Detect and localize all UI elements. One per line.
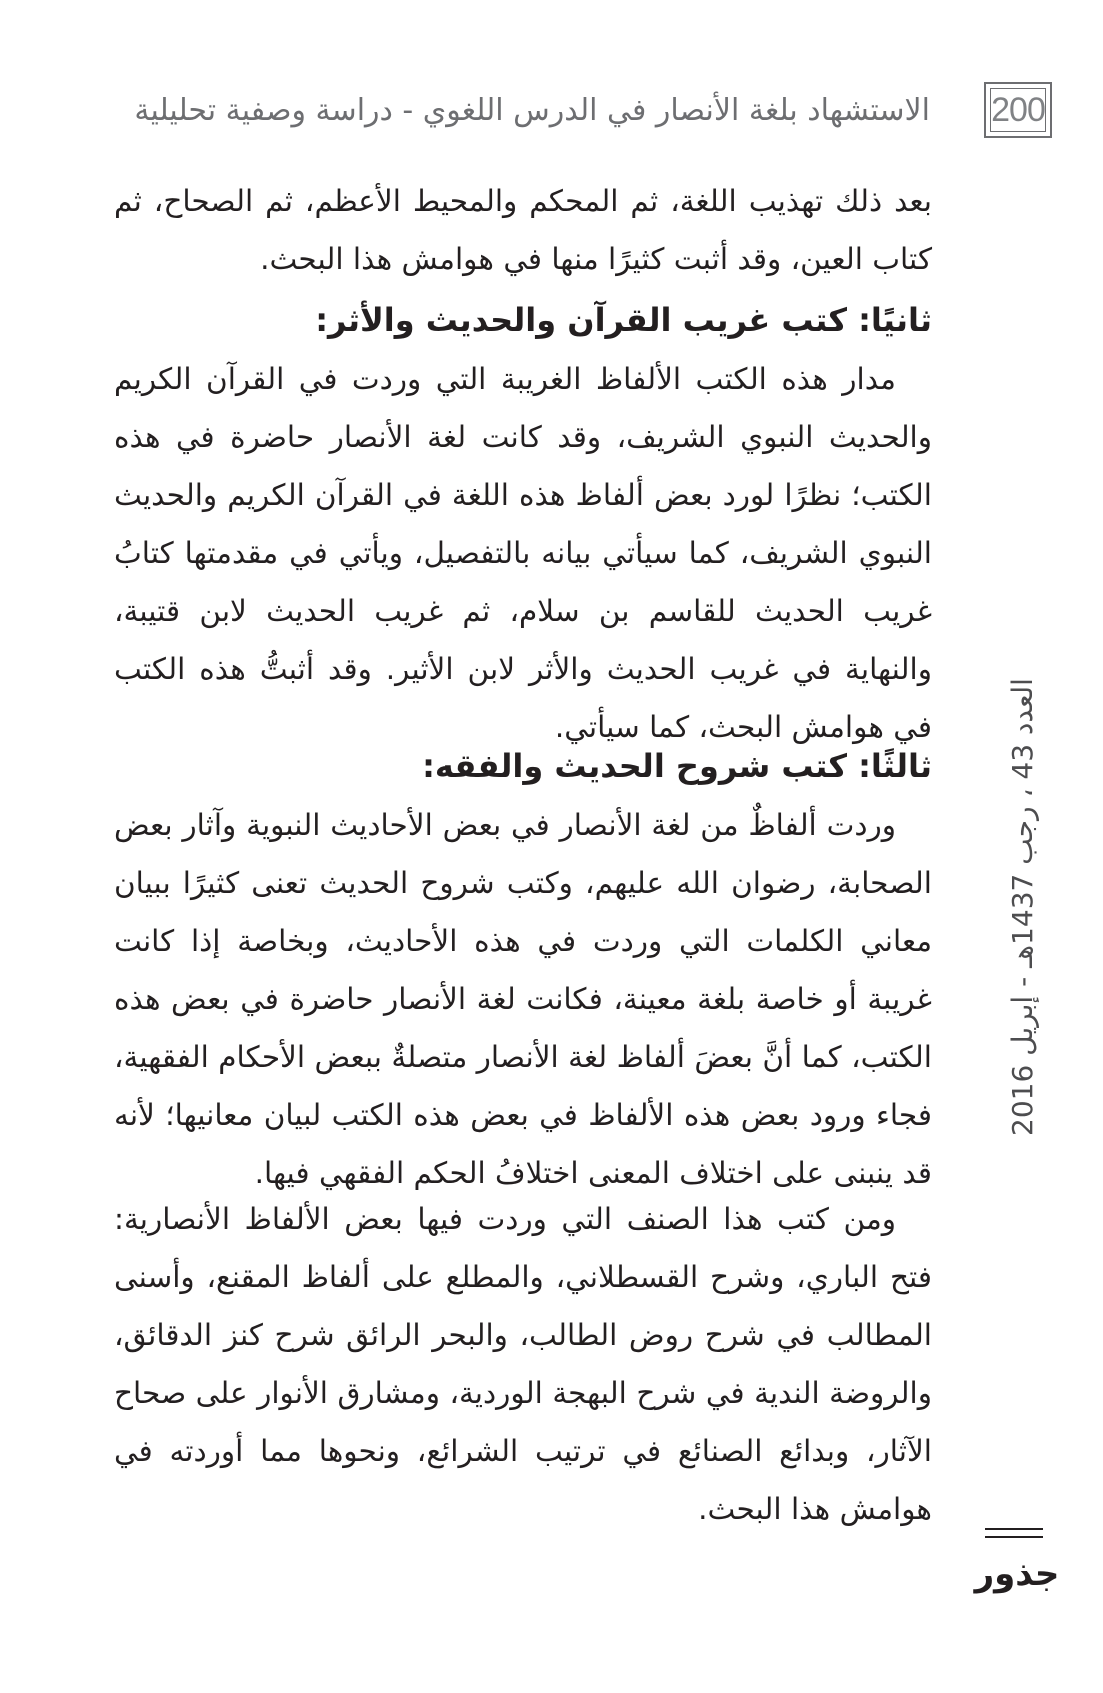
page-number-box [984, 82, 1052, 138]
section3-block-1 [114, 796, 932, 1202]
section2-heading: ثانيًا: كتب غريب القرآن والحديث والأثر: [315, 301, 932, 339]
intro-paragraph: بعد ذلك تهذيب اللغة، ثم المحكم والمحيط الأعظم، ثم الصحاح، ثم كتاب العين، وقد أثبت كثيرًا منها في هوامش هذا البحث. [114, 184, 932, 276]
section3-paragraph-2: ومن كتب هذا الصنف التي وردت فيها بعض الألفاظ الأنصارية: فتح الباري، وشرح القسطلاني، والمطلع على ألفاظ المقنع، وأسنى المطالب في شرح روض الطالب، والبحر الرائق شرح كنز الدقائق، والروضة الندية في شرح البهجة الوردية، ومشارق الأنوار على صحاح الآثار، وبدائع الصنائع في ترتيب الشرائع، ونحوها مما أوردته في هوامش هذا البحث. [114, 1202, 932, 1526]
issue-info: العدد 43 ، رجب 1437هـ - إبريل 2016 [1006, 678, 1039, 1136]
section2-paragraph: مدار هذه الكتب الألفاظ الغريبة التي وردت في القرآن الكريم والحديث النبوي الشريف، وقد كانت لغة الأنصار حاضرة في هذه الكتب؛ نظرًا لورد بعض ألفاظ هذه اللغة في القرآن الكريم والحديث النبوي الشريف، كما سيأتي بيانه بالتفصيل، ويأتي في مقدمتها كتابُ غريب الحديث للقاسم بن سلام، ثم غريب الحديث لابن قتيبة، والنهاية في غريب الحديث والأثر لابن الأثير. وقد أثبتُّ هذه الكتب في هوامش البحث، كما سيأتي. [114, 362, 932, 744]
section2-block [114, 350, 932, 756]
running-title: الاستشهاد بلغة الأنصار في الدرس اللغوي - دراسة وصفية تحليلية [134, 93, 930, 128]
section3-block-2 [114, 1190, 932, 1538]
intro-paragraph-block [114, 172, 932, 288]
side-rule [985, 1528, 1043, 1538]
section3-paragraph-1: وردت ألفاظٌ من لغة الأنصار في بعض الأحاديث النبوية وآثار بعض الصحابة، رضوان الله عليهم، وكتب شروح الحديث تعنى كثيرًا ببيان معاني الكلمات التي وردت في هذه الأحاديث، وبخاصة إذا كانت غريبة أو خاصة بلغة معينة، فكانت لغة الأنصار حاضرة في بعض هذه الكتب، كما أنَّ بعضَ ألفاظ لغة الأنصار متصلةٌ ببعض الأحكام الفقهية، فجاء ورود بعض هذه الألفاظ في بعض هذه الكتب لبيان معانيها؛ لأنه قد ينبنى على اختلاف المعنى اختلافُ الحكم الفقهي فيها. [114, 808, 932, 1190]
page-number: 200 [990, 88, 1046, 132]
journal-logo: جذور [974, 1554, 1060, 1594]
section3-heading: ثالثًا: كتب شروح الحديث والفقه: [422, 747, 932, 785]
